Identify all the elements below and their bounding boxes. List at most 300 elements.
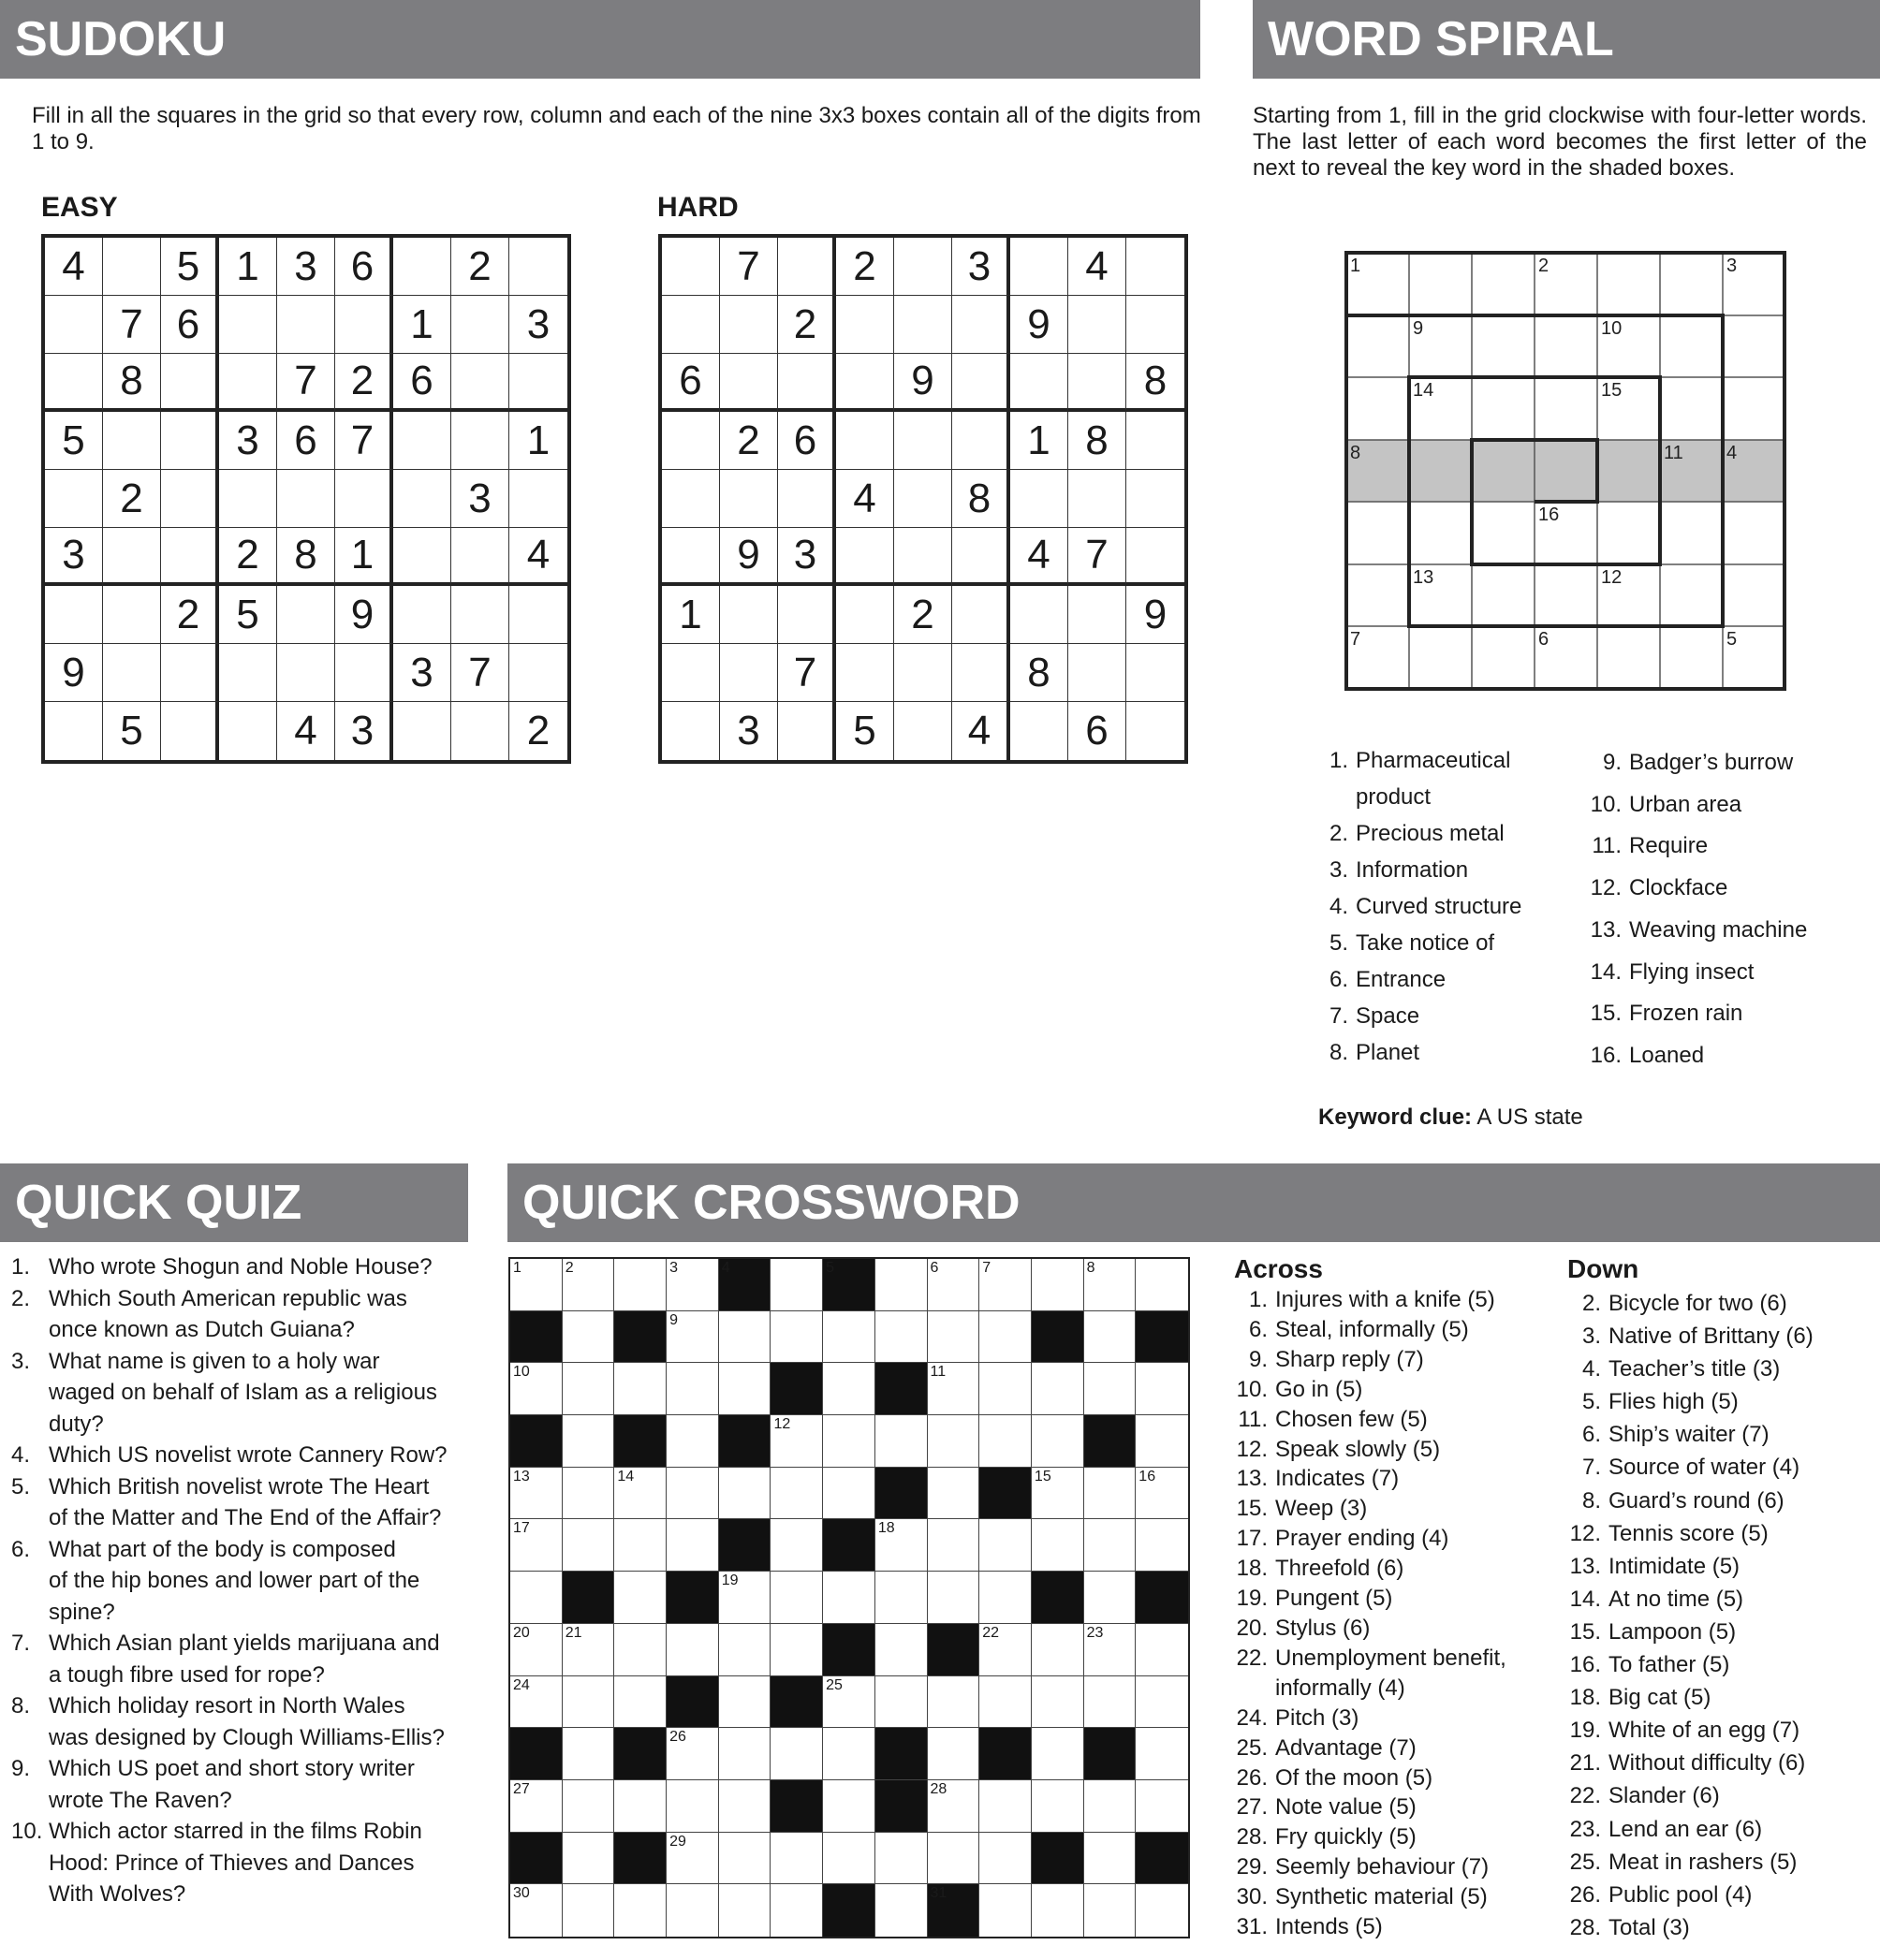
- sudoku-cell[interactable]: [335, 644, 393, 702]
- crossword-cell[interactable]: [563, 1676, 615, 1729]
- crossword-cell[interactable]: [1084, 1676, 1137, 1729]
- crossword-cell[interactable]: [771, 1415, 823, 1468]
- sudoku-cell[interactable]: [45, 702, 103, 760]
- sudoku-cell[interactable]: 9: [720, 528, 778, 586]
- crossword-cell[interactable]: [563, 1780, 615, 1833]
- sudoku-cell[interactable]: [103, 644, 161, 702]
- crossword-cell[interactable]: [1032, 1468, 1084, 1520]
- crossword-cell[interactable]: [823, 1728, 875, 1780]
- sudoku-cell[interactable]: 6: [662, 354, 720, 412]
- sudoku-cell[interactable]: [778, 470, 836, 528]
- sudoku-cell[interactable]: 7: [277, 354, 335, 412]
- crossword-cell[interactable]: [1084, 1833, 1137, 1885]
- sudoku-cell[interactable]: 6: [277, 412, 335, 470]
- sudoku-cell[interactable]: [393, 702, 451, 760]
- sudoku-cell[interactable]: [662, 528, 720, 586]
- sudoku-cell[interactable]: 2: [103, 470, 161, 528]
- sudoku-cell[interactable]: [778, 238, 836, 296]
- crossword-cell[interactable]: [667, 1519, 719, 1572]
- sudoku-cell[interactable]: [509, 470, 567, 528]
- sudoku-cell[interactable]: [662, 412, 720, 470]
- sudoku-cell[interactable]: [836, 644, 894, 702]
- crossword-cell[interactable]: [875, 1572, 928, 1624]
- crossword-cell[interactable]: [667, 1833, 719, 1885]
- crossword-cell[interactable]: [563, 1311, 615, 1364]
- crossword-cell[interactable]: [719, 1676, 771, 1729]
- crossword-cell[interactable]: [614, 1780, 667, 1833]
- clue-text: Require: [1629, 833, 1709, 859]
- crossword-cell[interactable]: [614, 1259, 667, 1311]
- sudoku-cell[interactable]: 1: [393, 296, 451, 354]
- sudoku-cell[interactable]: [836, 354, 894, 412]
- crossword-cell[interactable]: [614, 1884, 667, 1937]
- sudoku-cell[interactable]: [1068, 354, 1126, 412]
- sudoku-cell[interactable]: [45, 586, 103, 644]
- sudoku-cell[interactable]: [894, 470, 952, 528]
- sudoku-cell[interactable]: 1: [219, 238, 277, 296]
- sudoku-cell[interactable]: [277, 470, 335, 528]
- sudoku-cell[interactable]: [509, 586, 567, 644]
- crossword-cell[interactable]: [719, 1572, 771, 1624]
- sudoku-cell[interactable]: 1: [509, 412, 567, 470]
- sudoku-cell[interactable]: 1: [662, 586, 720, 644]
- crossword-cell[interactable]: [719, 1833, 771, 1885]
- sudoku-cell[interactable]: 3: [952, 238, 1010, 296]
- sudoku-cell[interactable]: [219, 470, 277, 528]
- crossword-cell[interactable]: [823, 1572, 875, 1624]
- sudoku-cell[interactable]: [1126, 412, 1184, 470]
- crossword-cell[interactable]: [928, 1780, 980, 1833]
- crossword-cell[interactable]: [719, 1311, 771, 1364]
- crossword-cell[interactable]: [667, 1415, 719, 1468]
- crossword-cell[interactable]: [1032, 1780, 1084, 1833]
- sudoku-cell[interactable]: [1010, 586, 1068, 644]
- sudoku-cell[interactable]: 2: [836, 238, 894, 296]
- crossword-cell[interactable]: [771, 1519, 823, 1572]
- crossword-cell[interactable]: [1084, 1363, 1137, 1415]
- sudoku-cell[interactable]: 5: [219, 586, 277, 644]
- crossword-cell[interactable]: [823, 1833, 875, 1885]
- sudoku-cell[interactable]: 3: [393, 644, 451, 702]
- sudoku-cell[interactable]: [720, 296, 778, 354]
- crossword-cell[interactable]: [563, 1259, 615, 1311]
- crossword-cell[interactable]: [1032, 1363, 1084, 1415]
- crossword-cell[interactable]: [928, 1519, 980, 1572]
- sudoku-cell[interactable]: [778, 702, 836, 760]
- crossword-cell[interactable]: [979, 1311, 1032, 1364]
- crossword-cell[interactable]: [875, 1311, 928, 1364]
- crossword-cell[interactable]: [563, 1519, 615, 1572]
- sudoku-cell[interactable]: [451, 528, 509, 586]
- sudoku-cell[interactable]: [1126, 296, 1184, 354]
- sudoku-cell[interactable]: [720, 354, 778, 412]
- sudoku-cell[interactable]: [836, 412, 894, 470]
- sudoku-cell[interactable]: [1010, 470, 1068, 528]
- sudoku-cell[interactable]: 4: [952, 702, 1010, 760]
- sudoku-cell[interactable]: [509, 354, 567, 412]
- sudoku-cell[interactable]: [103, 238, 161, 296]
- crossword-cell[interactable]: [875, 1519, 928, 1572]
- crossword-cell[interactable]: [614, 1624, 667, 1676]
- sudoku-cell[interactable]: [952, 354, 1010, 412]
- crossword-cell[interactable]: [510, 1572, 563, 1624]
- crossword-cell[interactable]: [771, 1572, 823, 1624]
- sudoku-cell[interactable]: [103, 528, 161, 586]
- crossword-cell[interactable]: [823, 1676, 875, 1729]
- crossword-cell[interactable]: [771, 1884, 823, 1937]
- crossword-cell[interactable]: [979, 1780, 1032, 1833]
- crossword-cell[interactable]: [823, 1780, 875, 1833]
- sudoku-cell[interactable]: 9: [335, 586, 393, 644]
- crossword-cell[interactable]: [1084, 1468, 1137, 1520]
- sudoku-cell[interactable]: [662, 702, 720, 760]
- crossword-cell[interactable]: [823, 1468, 875, 1520]
- crossword-cell[interactable]: [510, 1676, 563, 1729]
- crossword-cell[interactable]: [771, 1311, 823, 1364]
- sudoku-cell[interactable]: [509, 238, 567, 296]
- sudoku-cell[interactable]: [393, 412, 451, 470]
- sudoku-cell[interactable]: [161, 702, 219, 760]
- sudoku-cell[interactable]: [161, 644, 219, 702]
- sudoku-cell[interactable]: [1010, 238, 1068, 296]
- crossword-cell-number: 29: [669, 1833, 686, 1850]
- crossword-cell[interactable]: [979, 1519, 1032, 1572]
- crossword-cell[interactable]: [928, 1259, 980, 1311]
- sudoku-cell[interactable]: 3: [451, 470, 509, 528]
- crossword-cell[interactable]: [719, 1884, 771, 1937]
- crossword-cell[interactable]: [1084, 1780, 1137, 1833]
- sudoku-cell[interactable]: 2: [335, 354, 393, 412]
- sudoku-cell[interactable]: [952, 644, 1010, 702]
- sudoku-cell[interactable]: [103, 586, 161, 644]
- sudoku-cell[interactable]: 9: [1126, 586, 1184, 644]
- sudoku-cell[interactable]: [45, 296, 103, 354]
- crossword-black-square: [1136, 1833, 1188, 1885]
- sudoku-cell[interactable]: 2: [778, 296, 836, 354]
- crossword-cell[interactable]: [928, 1833, 980, 1885]
- crossword-cell[interactable]: [719, 1780, 771, 1833]
- sudoku-cell[interactable]: [894, 528, 952, 586]
- crossword-cell[interactable]: [979, 1833, 1032, 1885]
- sudoku-cell[interactable]: 9: [1010, 296, 1068, 354]
- sudoku-cell[interactable]: 4: [509, 528, 567, 586]
- sudoku-cell[interactable]: 9: [894, 354, 952, 412]
- crossword-cell[interactable]: [1084, 1519, 1137, 1572]
- crossword-cell[interactable]: [928, 1415, 980, 1468]
- sudoku-cell[interactable]: [219, 644, 277, 702]
- crossword-cell[interactable]: [823, 1415, 875, 1468]
- sudoku-cell[interactable]: 2: [526, 708, 551, 753]
- sudoku-cell[interactable]: 8: [1126, 354, 1184, 412]
- sudoku-cell[interactable]: 3: [277, 238, 335, 296]
- crossword-cell[interactable]: [614, 1676, 667, 1729]
- crossword-cell[interactable]: [1136, 1780, 1188, 1833]
- sudoku-cell[interactable]: 4: [45, 238, 103, 296]
- crossword-cell[interactable]: [563, 1415, 615, 1468]
- sudoku-cell[interactable]: 2: [894, 586, 952, 644]
- sudoku-cell[interactable]: 3: [720, 702, 778, 760]
- sudoku-cell[interactable]: [1068, 644, 1126, 702]
- crossword-cell[interactable]: [979, 1572, 1032, 1624]
- sudoku-cell[interactable]: 1: [335, 528, 393, 586]
- sudoku-cell[interactable]: [219, 354, 277, 412]
- sudoku-cell[interactable]: [1126, 470, 1184, 528]
- sudoku-cell[interactable]: 7: [1068, 528, 1126, 586]
- crossword-cell[interactable]: [1084, 1259, 1137, 1311]
- sudoku-cell[interactable]: [219, 296, 277, 354]
- crossword-cell[interactable]: [614, 1468, 667, 1520]
- sudoku-cell[interactable]: [103, 412, 161, 470]
- sudoku-cell[interactable]: [1068, 586, 1126, 644]
- sudoku-cell[interactable]: 3: [219, 412, 277, 470]
- crossword-cell[interactable]: [1032, 1259, 1084, 1311]
- sudoku-cell[interactable]: [836, 586, 894, 644]
- sudoku-cell[interactable]: [277, 644, 335, 702]
- crossword-cell[interactable]: [928, 1363, 980, 1415]
- sudoku-cell[interactable]: 1: [1010, 412, 1068, 470]
- crossword-cell[interactable]: [1136, 1624, 1188, 1676]
- crossword-cell[interactable]: [510, 1259, 563, 1311]
- crossword-cell[interactable]: [563, 1468, 615, 1520]
- sudoku-cell[interactable]: 8: [1068, 412, 1126, 470]
- crossword-cell[interactable]: [510, 1884, 563, 1937]
- crossword-cell[interactable]: [1136, 1676, 1188, 1729]
- crossword-cell[interactable]: [563, 1624, 615, 1676]
- sudoku-cell[interactable]: 7: [720, 238, 778, 296]
- sudoku-cell[interactable]: [778, 354, 836, 412]
- sudoku-cell[interactable]: [836, 296, 894, 354]
- crossword-cell[interactable]: [771, 1259, 823, 1311]
- sudoku-cell[interactable]: 5: [45, 412, 103, 470]
- sudoku-cell[interactable]: [277, 586, 335, 644]
- sudoku-cell[interactable]: [1126, 528, 1184, 586]
- crossword-cell[interactable]: [667, 1311, 719, 1364]
- sudoku-cell[interactable]: [1068, 296, 1126, 354]
- sudoku-cell[interactable]: [662, 296, 720, 354]
- sudoku-cell[interactable]: [662, 644, 720, 702]
- sudoku-cell[interactable]: [393, 470, 451, 528]
- sudoku-cell[interactable]: [836, 528, 894, 586]
- crossword-cell[interactable]: [875, 1415, 928, 1468]
- sudoku-cell[interactable]: 2: [219, 528, 277, 586]
- sudoku-cell[interactable]: 4: [277, 702, 335, 760]
- sudoku-cell[interactable]: [720, 470, 778, 528]
- sudoku-cell[interactable]: [509, 644, 567, 702]
- sudoku-cell[interactable]: 8: [103, 354, 161, 412]
- crossword-cell[interactable]: [510, 1780, 563, 1833]
- crossword-cell[interactable]: [875, 1676, 928, 1729]
- sudoku-cell[interactable]: [720, 586, 778, 644]
- sudoku-cell[interactable]: 3: [778, 528, 836, 586]
- sudoku-cell[interactable]: 4: [1010, 528, 1068, 586]
- crossword-cell[interactable]: [979, 1676, 1032, 1729]
- sudoku-cell[interactable]: 6: [161, 296, 219, 354]
- sudoku-cell[interactable]: 5: [103, 702, 161, 760]
- sudoku-cell[interactable]: [952, 412, 1010, 470]
- crossword-cell[interactable]: [667, 1468, 719, 1520]
- crossword-cell[interactable]: [614, 1363, 667, 1415]
- crossword-cell[interactable]: [1032, 1624, 1084, 1676]
- sudoku-cell[interactable]: [45, 470, 103, 528]
- sudoku-cell[interactable]: 6: [778, 412, 836, 470]
- crossword-cell[interactable]: [771, 1624, 823, 1676]
- sudoku-cell[interactable]: [45, 354, 103, 412]
- crossword-cell[interactable]: [1032, 1728, 1084, 1780]
- sudoku-cell[interactable]: [662, 238, 720, 296]
- crossword-cell[interactable]: [928, 1676, 980, 1729]
- sudoku-cell[interactable]: 2: [451, 238, 509, 296]
- crossword-cell[interactable]: [563, 1884, 615, 1937]
- crossword-cell[interactable]: [1084, 1884, 1137, 1937]
- crossword-cell[interactable]: [928, 1468, 980, 1520]
- crossword-cell[interactable]: [510, 1519, 563, 1572]
- crossword-cell[interactable]: [667, 1728, 719, 1780]
- sudoku-cell[interactable]: [161, 528, 219, 586]
- crossword-cell[interactable]: [719, 1468, 771, 1520]
- crossword-cell[interactable]: [667, 1624, 719, 1676]
- sudoku-cell[interactable]: [1126, 644, 1184, 702]
- sudoku-cell[interactable]: [894, 702, 952, 760]
- crossword-cell[interactable]: [1032, 1519, 1084, 1572]
- crossword-cell[interactable]: [614, 1519, 667, 1572]
- sudoku-cell[interactable]: [1010, 702, 1068, 760]
- crossword-cell[interactable]: [1084, 1572, 1137, 1624]
- sudoku-cell[interactable]: [451, 296, 509, 354]
- crossword-cell[interactable]: [719, 1728, 771, 1780]
- crossword-cell[interactable]: [979, 1415, 1032, 1468]
- crossword-cell[interactable]: [1084, 1624, 1137, 1676]
- sudoku-cell[interactable]: [451, 702, 509, 760]
- crossword-cell[interactable]: [979, 1884, 1032, 1937]
- sudoku-cell[interactable]: [393, 238, 451, 296]
- sudoku-cell[interactable]: [277, 296, 335, 354]
- sudoku-cell[interactable]: 3: [45, 528, 103, 586]
- crossword-cell[interactable]: [1032, 1676, 1084, 1729]
- sudoku-cell[interactable]: 7: [451, 644, 509, 702]
- sudoku-cell[interactable]: 3: [509, 296, 567, 354]
- crossword-cell[interactable]: [928, 1728, 980, 1780]
- crossword-cell[interactable]: [875, 1884, 928, 1937]
- sudoku-cell[interactable]: 7: [335, 412, 393, 470]
- sudoku-cell[interactable]: [451, 412, 509, 470]
- sudoku-cell[interactable]: [894, 412, 952, 470]
- clue-number: 14.: [1590, 958, 1622, 985]
- sudoku-cell[interactable]: [894, 644, 952, 702]
- sudoku-cell[interactable]: 4: [836, 470, 894, 528]
- crossword-cell[interactable]: [510, 1468, 563, 1520]
- sudoku-cell[interactable]: 8: [952, 470, 1010, 528]
- sudoku-cell[interactable]: [393, 586, 451, 644]
- sudoku-cell[interactable]: 4: [1068, 238, 1126, 296]
- crossword-cell[interactable]: [771, 1833, 823, 1885]
- sudoku-cell[interactable]: [393, 528, 451, 586]
- crossword-cell[interactable]: [1136, 1884, 1188, 1937]
- crossword-cell[interactable]: [1136, 1363, 1188, 1415]
- crossword-cell[interactable]: [1136, 1468, 1188, 1520]
- sudoku-cell[interactable]: [1010, 354, 1068, 412]
- crossword-cell[interactable]: [979, 1363, 1032, 1415]
- crossword-cell[interactable]: [1084, 1311, 1137, 1364]
- crossword-cell[interactable]: [1136, 1415, 1188, 1468]
- sudoku-cell[interactable]: 7: [778, 644, 836, 702]
- sudoku-cell[interactable]: [778, 586, 836, 644]
- sudoku-cell[interactable]: 7: [103, 296, 161, 354]
- sudoku-cell[interactable]: 6: [335, 238, 393, 296]
- crossword-cell[interactable]: [667, 1884, 719, 1937]
- crossword-cell[interactable]: [719, 1624, 771, 1676]
- crossword-cell-number: 27: [513, 1780, 530, 1797]
- sudoku-cell[interactable]: [219, 702, 277, 760]
- crossword-cell[interactable]: [771, 1728, 823, 1780]
- sudoku-cell[interactable]: [662, 470, 720, 528]
- sudoku-cell[interactable]: 8: [277, 528, 335, 586]
- crossword-cell[interactable]: [667, 1780, 719, 1833]
- sudoku-cell[interactable]: [952, 528, 1010, 586]
- crossword-cell[interactable]: [719, 1363, 771, 1415]
- crossword-cell[interactable]: [823, 1363, 875, 1415]
- crossword-cell[interactable]: [875, 1833, 928, 1885]
- sudoku-cell[interactable]: 9: [45, 644, 103, 702]
- crossword-cell[interactable]: [667, 1259, 719, 1311]
- crossword-cell[interactable]: [1032, 1415, 1084, 1468]
- sudoku-cell[interactable]: [161, 470, 219, 528]
- sudoku-cell[interactable]: [894, 238, 952, 296]
- crossword-cell[interactable]: [1032, 1884, 1084, 1937]
- crossword-cell[interactable]: [928, 1311, 980, 1364]
- sudoku-cell[interactable]: 2: [720, 412, 778, 470]
- crossword-cell[interactable]: [979, 1624, 1032, 1676]
- sudoku-cell[interactable]: [1126, 238, 1184, 296]
- sudoku-cell[interactable]: [335, 296, 393, 354]
- sudoku-cell[interactable]: [161, 354, 219, 412]
- crossword-cell[interactable]: [823, 1311, 875, 1364]
- crossword-cell[interactable]: [510, 1624, 563, 1676]
- crossword-cell[interactable]: [510, 1363, 563, 1415]
- sudoku-cell[interactable]: [952, 586, 1010, 644]
- sudoku-cell[interactable]: [1068, 470, 1126, 528]
- crossword-cell[interactable]: [979, 1259, 1032, 1311]
- sudoku-cell[interactable]: [451, 354, 509, 412]
- crossword-cell[interactable]: [614, 1572, 667, 1624]
- crossword-cell[interactable]: [875, 1259, 928, 1311]
- sudoku-cell[interactable]: 6: [393, 354, 451, 412]
- crossword-cell[interactable]: [875, 1624, 928, 1676]
- crossword-cell[interactable]: [667, 1363, 719, 1415]
- crossword-cell[interactable]: [563, 1833, 615, 1885]
- crossword-cell[interactable]: [1136, 1259, 1188, 1311]
- sudoku-cell[interactable]: 2: [161, 586, 219, 644]
- sudoku-cell[interactable]: 5: [161, 238, 219, 296]
- crossword-cell[interactable]: [563, 1363, 615, 1415]
- clue-text: Urban area: [1629, 791, 1742, 817]
- crossword-cell[interactable]: [928, 1572, 980, 1624]
- crossword-cell[interactable]: [1136, 1728, 1188, 1780]
- crossword-cell[interactable]: [1136, 1519, 1188, 1572]
- crossword-cell[interactable]: [563, 1728, 615, 1780]
- sudoku-cell[interactable]: [952, 296, 1010, 354]
- sudoku-cell[interactable]: 8: [1010, 644, 1068, 702]
- sudoku-cell[interactable]: [161, 412, 219, 470]
- sudoku-cell[interactable]: [894, 296, 952, 354]
- sudoku-cell[interactable]: [720, 644, 778, 702]
- sudoku-cell[interactable]: 3: [335, 702, 393, 760]
- sudoku-cell[interactable]: [1126, 702, 1184, 760]
- sudoku-cell[interactable]: [451, 586, 509, 644]
- crossword-cell[interactable]: [771, 1468, 823, 1520]
- sudoku-cell[interactable]: 5: [836, 702, 894, 760]
- sudoku-cell[interactable]: 6: [1068, 702, 1126, 760]
- sudoku-cell[interactable]: [335, 470, 393, 528]
